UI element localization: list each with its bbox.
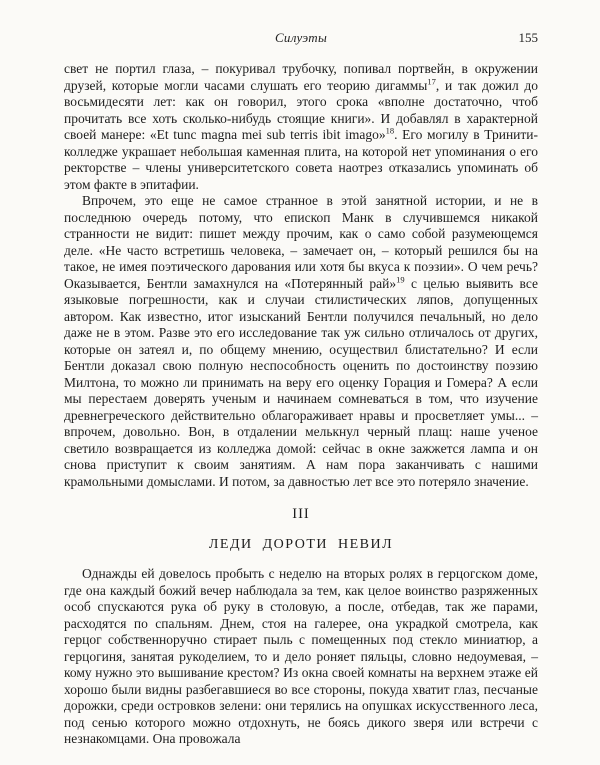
running-head (64, 30, 538, 45)
paragraph-2-text-1: Впрочем, это еще не самое странное в этой занятной истории, и не в последнюю очередь потому, что епископ Манк в случившемся никакой странности не видит: пишет между прочим, как о само собой разумеющемся деле. «Не часто встретишь человека, – замечает он, – который решился бы на такое, не имея поэтического дарования или хотя бы вкуса к поэзии». О чем речь? Оказывается, Бентли замахнулся на «Потерянный рай» (64, 193, 538, 291)
footnote-ref-18: 18 (385, 125, 395, 136)
paragraph-1 (64, 61, 538, 193)
paragraph-1-text-3: . Его могилу в Тринити-колледже украшает небольшая каменная плита, на которой нет упоминания о его ректорстве – члены университетского совета наотрез отказались упоминать об этом факте в эпитафии. (64, 127, 539, 192)
paragraph-1-text-1: свет не портил глаза, – покуривал трубочку, попивал портвейн, в окружении друзей, которые могли часами слушать его теорию дигаммы (64, 61, 538, 93)
paragraph-1-text-2: , и так дожил до восьмидесяти лет: как он говорил, этого срока «вполне достаточно, чтоб прочитать все хоть сколько-нибудь стоящие книги». И добавлял в характерной своей манере: «Et tunc magna mei sub terris ibit imago» (64, 77, 538, 142)
footnote-ref-19: 19 (396, 274, 405, 284)
running-title: Силуэты (274, 30, 328, 45)
paragraph-3 (64, 566, 538, 748)
paragraph-2 (64, 193, 538, 490)
paragraph-3-text-1: Однажды ей довелось пробыть с неделю на вторых ролях в герцогском доме, где она каждый божий вечер наблюдала за тем, как целое воинство разряженных особ спускаются рука об руку в столовую, а после, отбедав, так же парами, расходятся по спальням. Днем, стоя на галерее, она украдкой смотрела, как герцог собственноручно стирает пыль с помещенных под стекло миниатюр, а герцогиня, занятая рукоделием, то и дело роняет пяльцы, словно недоумевая, – кому нужно это вышивание крестом? Из окна своей комнаты на верхнем этаже ей хорошо были видны разбегавшиеся во все стороны, покуда хватит глаз, песчаные дорожки, среди островков зелени: они терялись на опушках искусственного леса, под сенью которого можно отдохнуть, не боясь дикого зверя или встречи с незнакомцами. Она провожала (64, 566, 538, 746)
text-body (64, 61, 538, 748)
footnote-ref-17: 17 (427, 76, 436, 86)
paragraph-2-text-2: с целью выявить все языковые погрешности, как и случаи стилистических ляпов, допущенных автором. Как известно, итог изысканий Бентли получился печальный, но дело даже не в этом. Разве это его исследование так уж сильно отличалось от других, которые он затеял и, по общему мнению, осуществил блистательно? И если Бентли доказал свою полную неспособность оценить по достоинству поэзию Милтона, то можно ли принимать на веру его оценку Горация и Гомера? А если мы перестаем доверять ученым и начинаем сомневаться в том, что изучение древнегреческого действительно облагораживает нравы и просветляет умы... – впрочем, довольно. Вон, в отдалении мелькнул черный плащ: наше ученое светило возвращается из колледжа домой: сейчас в окне зажжется лампа и он снова приступит к своим занятиям. А нам пора заканчивать с нашими крамольными домыслами. И потом, за давностью лет все это потеряло значение. (64, 275, 538, 489)
section-title: ЛЕДИ ДОРОТИ НЕВИЛ (208, 537, 394, 552)
page-number: 155 (518, 30, 538, 45)
section-number: III (292, 506, 310, 522)
